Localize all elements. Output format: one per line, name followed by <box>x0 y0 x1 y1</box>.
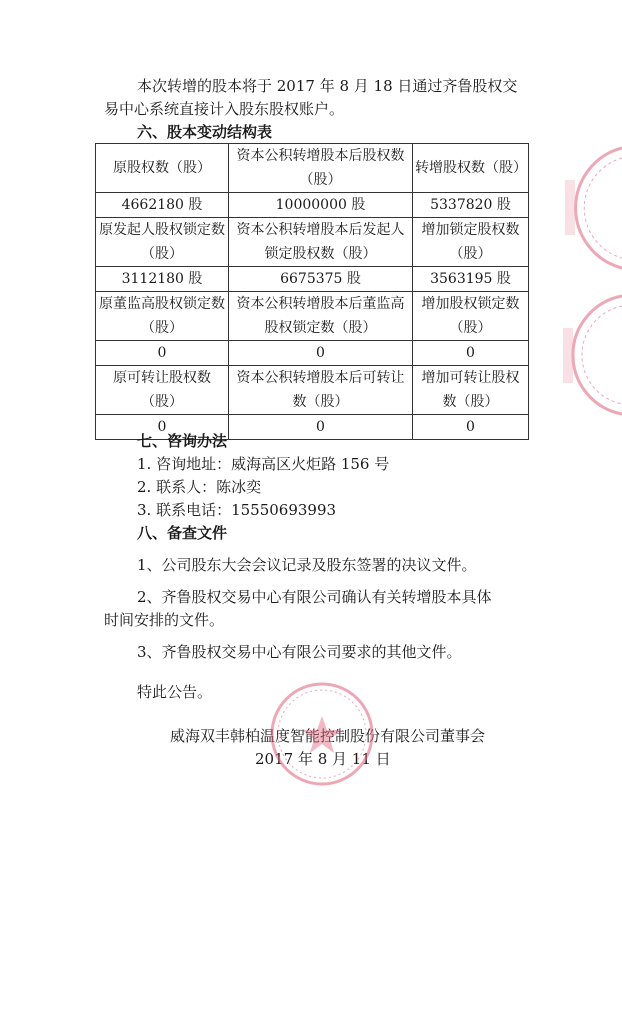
table-cell: 增加股权锁定数（股） <box>413 292 529 341</box>
table-cell: 3563195 股 <box>413 267 529 292</box>
table-cell: 0 <box>229 341 413 366</box>
edge-seal-top-icon <box>535 140 622 275</box>
table-cell: 0 <box>413 341 529 366</box>
table-row <box>96 341 529 366</box>
section-6-title: 六、股本变动结构表 <box>137 123 273 141</box>
reference-item-2-line-1: 2、齐鲁股权交易中心有限公司确认有关转增股本具体 <box>137 588 492 606</box>
table-cell: 6675375 股 <box>229 267 413 292</box>
reference-item-1: 1、公司股东大会会议记录及股东签署的决议文件。 <box>137 556 477 574</box>
edge-seal-bottom-icon <box>535 290 622 420</box>
table-cell: 0 <box>96 415 229 440</box>
table-cell: 资本公积转增股本后可转让数（股） <box>229 366 413 415</box>
section-7-title: 七、咨询办法 <box>137 432 228 450</box>
table-row <box>96 218 529 267</box>
table-cell: 原可转让股权数（股） <box>96 366 229 415</box>
table-row <box>96 144 529 193</box>
table-cell: 转增股权数（股） <box>413 144 529 193</box>
table-cell: 资本公积转增股本后股权数（股） <box>229 144 413 193</box>
table-row <box>96 292 529 341</box>
table-cell: 资本公积转增股本后董监高股权锁定数（股） <box>229 292 413 341</box>
table-cell: 原发起人股权锁定数（股） <box>96 218 229 267</box>
table-row <box>96 267 529 292</box>
table-cell: 5337820 股 <box>413 193 529 218</box>
table-row <box>96 193 529 218</box>
intro-line-2: 易中心系统直接计入股东股权账户。 <box>104 100 345 118</box>
signature-date: 2017 年 8 月 11 日 <box>255 750 391 768</box>
table-cell: 0 <box>229 415 413 440</box>
table-cell: 3112180 股 <box>96 267 229 292</box>
section-8-title: 八、备查文件 <box>137 524 228 542</box>
table-cell: 0 <box>96 341 229 366</box>
table-cell: 增加可转让股权数（股） <box>413 366 529 415</box>
table-cell: 原董监高股权锁定数（股） <box>96 292 229 341</box>
table-cell: 0 <box>413 415 529 440</box>
closing-notice: 特此公告。 <box>137 683 213 701</box>
table-cell: 10000000 股 <box>229 193 413 218</box>
reference-item-3: 3、齐鲁股权交易中心有限公司要求的其他文件。 <box>137 643 462 661</box>
reference-item-2-line-2: 时间安排的文件。 <box>104 611 225 629</box>
table-row <box>96 366 529 415</box>
table-cell: 原股权数（股） <box>96 144 229 193</box>
share-structure-table <box>95 143 529 440</box>
contact-person: 2. 联系人：陈冰奕 <box>137 478 262 496</box>
table-cell: 增加锁定股权数（股） <box>413 218 529 267</box>
signature-company: 威海双丰韩柏温度智能控制股份有限公司董事会 <box>170 727 486 745</box>
table-cell: 4662180 股 <box>96 193 229 218</box>
intro-line-1: 本次转增的股本将于 2017 年 8 月 18 日通过齐鲁股权交 <box>137 77 518 95</box>
contact-address: 1. 咨询地址：威海高区火炬路 156 号 <box>137 455 390 473</box>
contact-phone: 3. 联系电话：15550693993 <box>137 501 337 519</box>
table-cell: 资本公积转增股本后发起人锁定股权数（股） <box>229 218 413 267</box>
